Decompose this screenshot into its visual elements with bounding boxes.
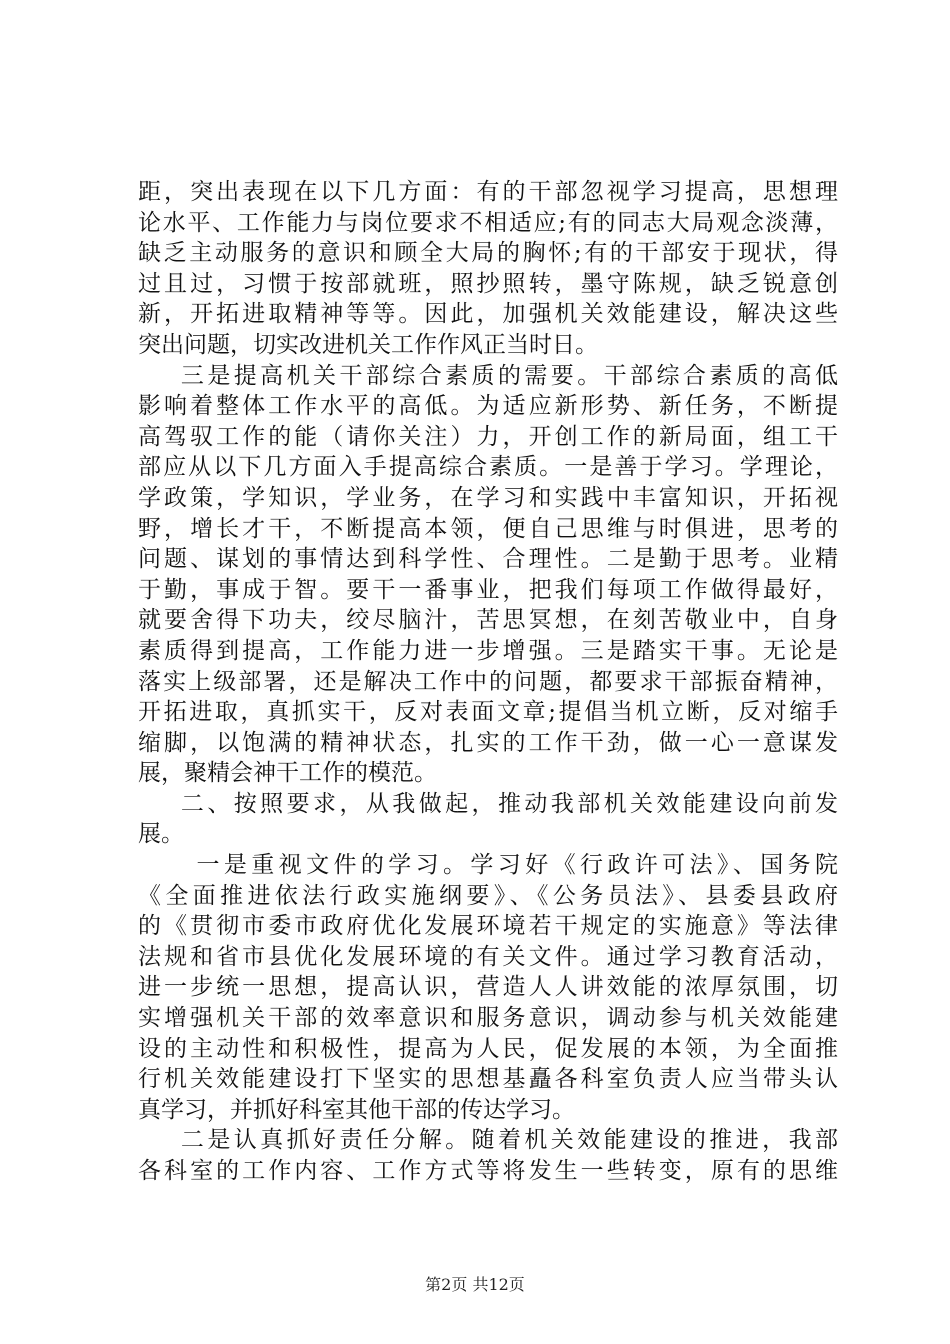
text-line: 展。 (138, 821, 184, 848)
text-line: 影响着整体工作水平的高低。为适应新形势、新任务，不断提 (138, 393, 838, 420)
text-line: 实增强机关干部的效率意识和服务意识，调动参与机关效能建 (138, 1005, 838, 1032)
text-line: 缺乏主动服务的意识和顾全大局的胸怀;有的干部安于现状，得 (138, 240, 838, 267)
text-line: 野，增长才干，不断提高本领，便自己思维与时俱进，思考的 (138, 515, 838, 542)
page-footer: 第2页 共12页 (425, 1275, 525, 1294)
text-line: 三是提高机关干部综合素质的需要。干部综合素质的高低 (138, 362, 838, 389)
text-line: 就要舍得下功夫，绞尽脑汁，苦思冥想，在刻苦敬业中，自身 (138, 607, 838, 634)
text-line: 论水平、工作能力与岗位要求不相适应;有的同志大局观念淡薄， (138, 209, 838, 236)
text-line: 缩脚，以饱满的精神状态，扎实的工作干劲，做一心一意谋发 (138, 729, 838, 756)
text-line: 素质得到提高，工作能力进一步增强。三是踏实干事。无论是 (138, 637, 838, 664)
text-line: 《全面推进依法行政实施纲要》、《公务员法》、县委县政府 (138, 882, 838, 909)
text-line: 法规和省市县优化发展环境的有关文件。通过学习教育活动， (138, 943, 838, 970)
text-line: 开拓进取，真抓实干，反对表面文章;提倡当机立断，反对缩手 (138, 699, 838, 726)
text-line: 突出问题，切实改进机关工作作风正当时日。 (138, 331, 598, 358)
text-line: 展，聚精会神干工作的模范。 (138, 760, 437, 787)
text-line: 二是认真抓好责任分解。随着机关效能建设的推进，我部 (138, 1127, 838, 1154)
text-line: 各科室的工作内容、工作方式等将发生一些转变，原有的思维 (138, 1158, 838, 1184)
text-line: 于勤，事成于智。要干一番事业，把我们每项工作做得最好， (138, 576, 838, 603)
text-line: 二、按照要求，从我做起，推动我部机关效能建设向前发 (138, 790, 838, 817)
text-line: 的《贯彻市委市政府优化发展环境若干规定的实施意》等法律 (138, 913, 838, 940)
text-line: 高驾驭工作的能（请你关注）力，开创工作的新局面，组工干 (138, 423, 838, 450)
text-line: 部应从以下几方面入手提高综合素质。一是善于学习。学理论， (138, 454, 838, 481)
text-line: 学政策，学知识，学业务，在学习和实践中丰富知识，开拓视 (138, 484, 838, 511)
text-line: 距，突出表现在以下几方面：有的干部忽视学习提高，思想理 (138, 179, 838, 205)
text-line: 问题、谋划的事情达到科学性、合理性。二是勤于思考。业精 (138, 546, 838, 573)
document-body (138, 177, 838, 1187)
text-line: 真学习，并抓好科室其他干部的传达学习。 (138, 1096, 575, 1123)
text-line: 行机关效能建设打下坚实的思想基矗各科室负责人应当带头认 (138, 1066, 838, 1093)
text-line: 设的主动性和积极性，提高为人民，促发展的本领，为全面推 (138, 1035, 838, 1062)
text-line: 落实上级部署，还是解决工作中的问题，都要求干部振奋精神， (138, 668, 838, 695)
text-line: 过且过，习惯于按部就班，照抄照转，墨守陈规，缺乏锐意创 (138, 270, 838, 297)
text-line: 进一步统一思想，提高认识，营造人人讲效能的浓厚氛围，切 (138, 974, 838, 1001)
text-line: 一是重视文件的学习。学习好《行政许可法》、国务院 (138, 852, 838, 879)
text-line: 新，开拓进取精神等等。因此，加强机关效能建设，解决这些 (138, 301, 838, 328)
